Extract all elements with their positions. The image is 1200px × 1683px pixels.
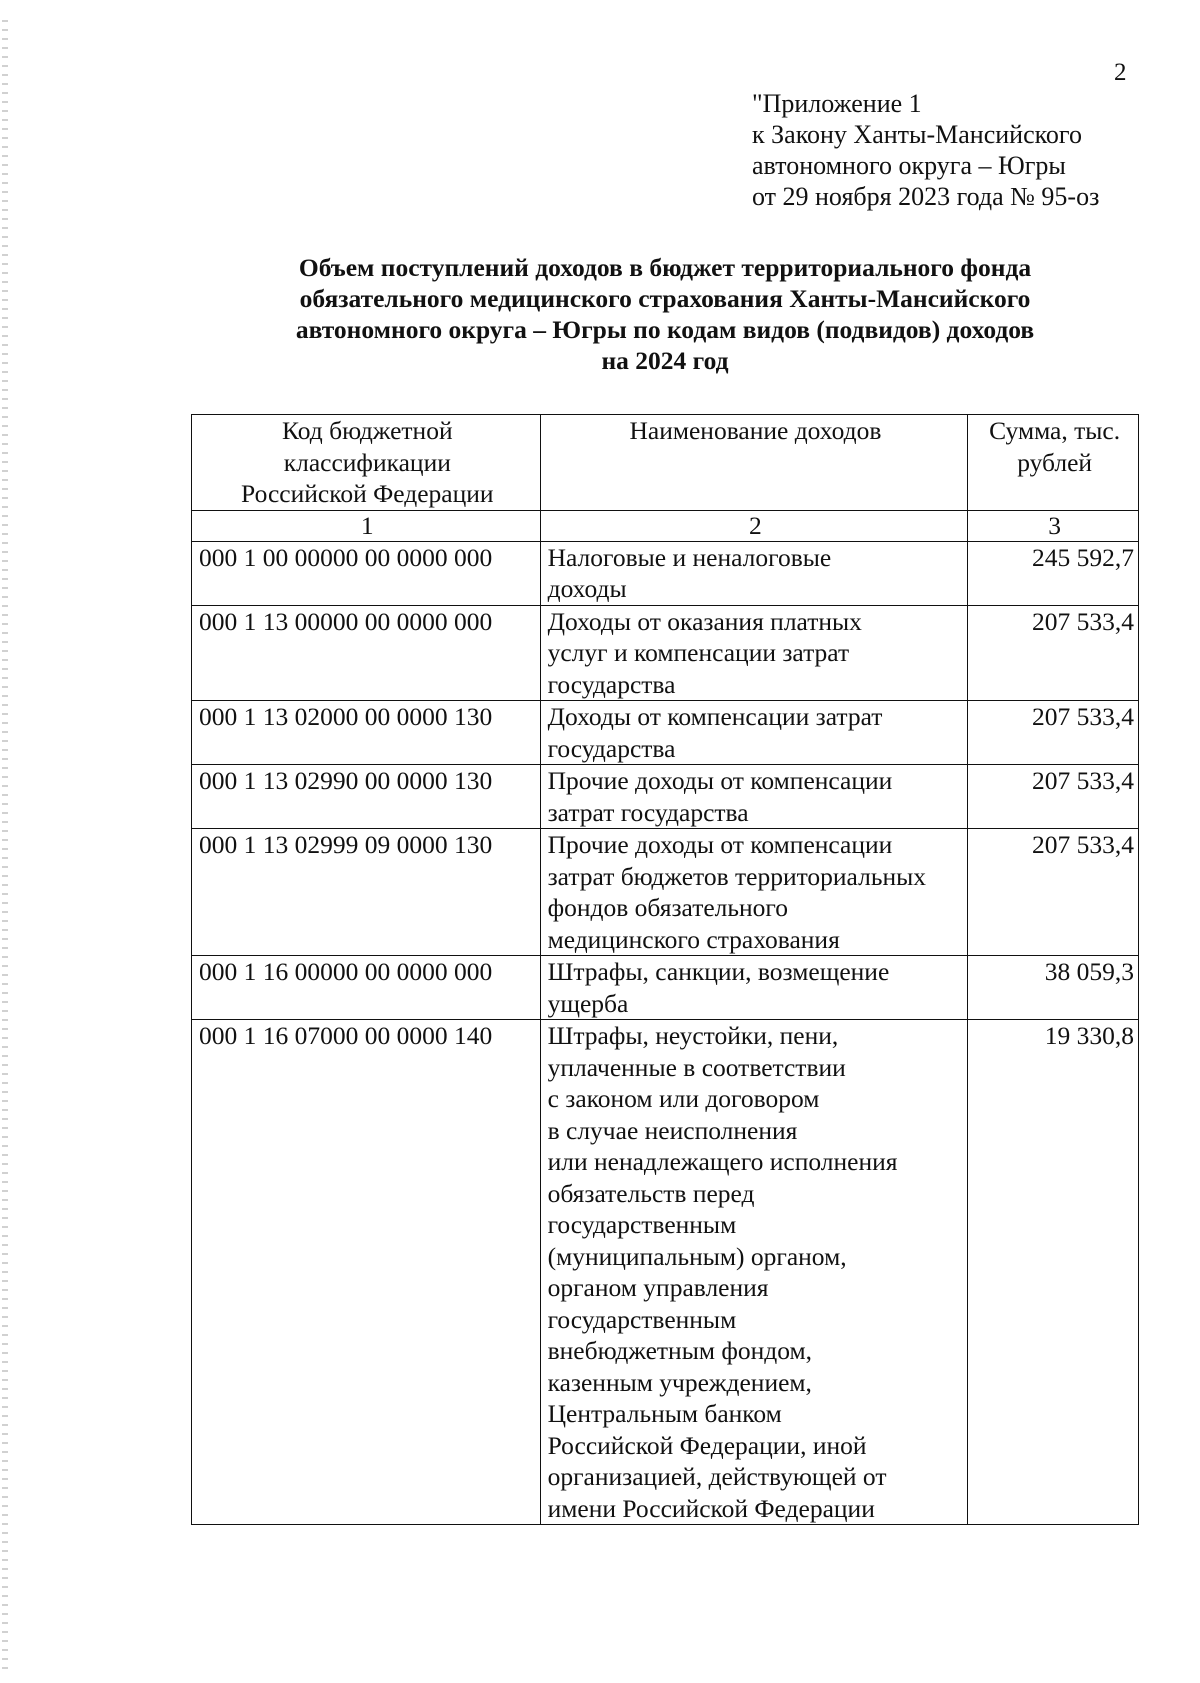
header-code: [192, 415, 541, 511]
row-sum: 245 592,7: [968, 541, 1139, 605]
appendix-heading: [752, 88, 1099, 212]
table-body: [192, 541, 1139, 1525]
row-name-line: государства: [547, 669, 676, 699]
row-name-line: Доходы от оказания платных: [547, 606, 862, 636]
row-name: [540, 829, 968, 956]
row-name-line: медицинского страхования: [547, 924, 840, 954]
row-name-line: доходы: [547, 574, 627, 603]
row-name-line: услуг и компенсации затрат: [547, 638, 850, 667]
row-sum: 19 330,8: [968, 1020, 1139, 1525]
row-name-line: государственным: [547, 1210, 737, 1239]
header-code-line: Код бюджетной: [282, 416, 453, 445]
row-name-line: затрат бюджетов территориальных: [547, 861, 926, 891]
title-line: Объем поступлений доходов в бюджет территориального фонда: [298, 253, 1032, 282]
row-name-line: Доходы от компенсации затрат: [547, 702, 883, 731]
row-name-line: Налоговые и неналоговые: [547, 542, 832, 572]
row-name-line: фондов обязательного: [547, 893, 788, 922]
table-row: [192, 1020, 1139, 1525]
header-name: Наименование доходов: [540, 415, 968, 511]
column-number: 2: [540, 510, 968, 541]
row-name-line: Прочие доходы от компенсации: [547, 830, 893, 859]
row-name-line: органом управления: [547, 1273, 769, 1302]
row-name-line: внебюджетным фондом,: [547, 1336, 813, 1365]
row-name-line: в случае неисполнения: [547, 1115, 798, 1145]
row-code: 000 1 13 02999 09 0000 130: [192, 829, 541, 956]
header-code-line: Российской Федерации: [241, 479, 494, 508]
header-code-line: классификации: [283, 447, 451, 477]
row-name: [540, 1020, 968, 1525]
table-row: [192, 765, 1139, 829]
title-line: на 2024 год: [601, 346, 729, 375]
table-row: [192, 701, 1139, 765]
row-name: [540, 541, 968, 605]
row-name-line: Центральным банком: [547, 1399, 782, 1428]
row-name-line: или ненадлежащего исполнения: [547, 1147, 898, 1176]
scan-edge-marks: [2, 20, 8, 1670]
row-code: 000 1 16 07000 00 0000 140: [192, 1020, 541, 1525]
column-number: 3: [968, 510, 1139, 541]
row-sum: 207 533,4: [968, 605, 1139, 701]
row-code: 000 1 13 02990 00 0000 130: [192, 765, 541, 829]
row-name: [540, 956, 968, 1020]
row-sum: 207 533,4: [968, 765, 1139, 829]
row-name-line: обязательств перед: [547, 1178, 755, 1208]
row-name-line: организацией, действующей от: [547, 1462, 887, 1491]
row-name-line: Прочие доходы от компенсации: [547, 766, 893, 795]
appendix-line: автономного округа – Югры: [752, 151, 1066, 180]
row-name-line: казенным учреждением,: [547, 1367, 812, 1397]
row-name-line: (муниципальным) органом,: [547, 1241, 847, 1271]
appendix-line: "Приложение 1: [752, 89, 922, 118]
row-name: [540, 765, 968, 829]
income-table: [191, 414, 1139, 1525]
row-name: [540, 701, 968, 765]
page-number: 2: [1114, 59, 1127, 86]
row-name-line: уплаченные в соответствии: [547, 1052, 846, 1082]
row-name-line: ущерба: [547, 988, 629, 1018]
title-line: автономного округа – Югры по кодам видов (подвидов) доходов: [295, 315, 1035, 344]
column-number-row: [192, 510, 1139, 541]
row-name-line: государства: [547, 733, 676, 763]
row-code: 000 1 13 02000 00 0000 130: [192, 701, 541, 765]
row-name-line: затрат государства: [547, 797, 749, 827]
row-name: [540, 605, 968, 701]
row-code: 000 1 16 00000 00 0000 000: [192, 956, 541, 1020]
row-name-line: имени Российской Федерации: [547, 1493, 875, 1523]
title-line: обязательного медицинского страхования Ханты-Мансийского: [299, 284, 1031, 313]
row-name-line: Штрафы, санкции, возмещение: [547, 957, 890, 986]
table-header-row: [192, 415, 1139, 511]
row-name-line: государственным: [547, 1304, 737, 1334]
document-title: [190, 252, 1140, 376]
appendix-line: от 29 ноября 2023 года № 95-оз: [752, 182, 1100, 211]
row-name-line: с законом или договором: [547, 1084, 820, 1113]
row-name-line: Российской Федерации, иной: [547, 1430, 867, 1460]
row-sum: 38 059,3: [968, 956, 1139, 1020]
table-row: [192, 956, 1139, 1020]
header-sum-line: рублей: [1017, 447, 1093, 477]
row-name-line: Штрафы, неустойки, пени,: [547, 1021, 839, 1050]
header-sum: [968, 415, 1139, 511]
row-sum: 207 533,4: [968, 829, 1139, 956]
table-row: [192, 541, 1139, 605]
table-row: [192, 829, 1139, 956]
row-sum: 207 533,4: [968, 701, 1139, 765]
header-sum-line: Сумма, тыс.: [989, 416, 1121, 445]
row-code: 000 1 13 00000 00 0000 000: [192, 605, 541, 701]
row-code: 000 1 00 00000 00 0000 000: [192, 541, 541, 605]
table-row: [192, 605, 1139, 701]
column-number: 1: [192, 510, 541, 541]
appendix-line: к Закону Ханты-Мансийского: [752, 120, 1082, 149]
